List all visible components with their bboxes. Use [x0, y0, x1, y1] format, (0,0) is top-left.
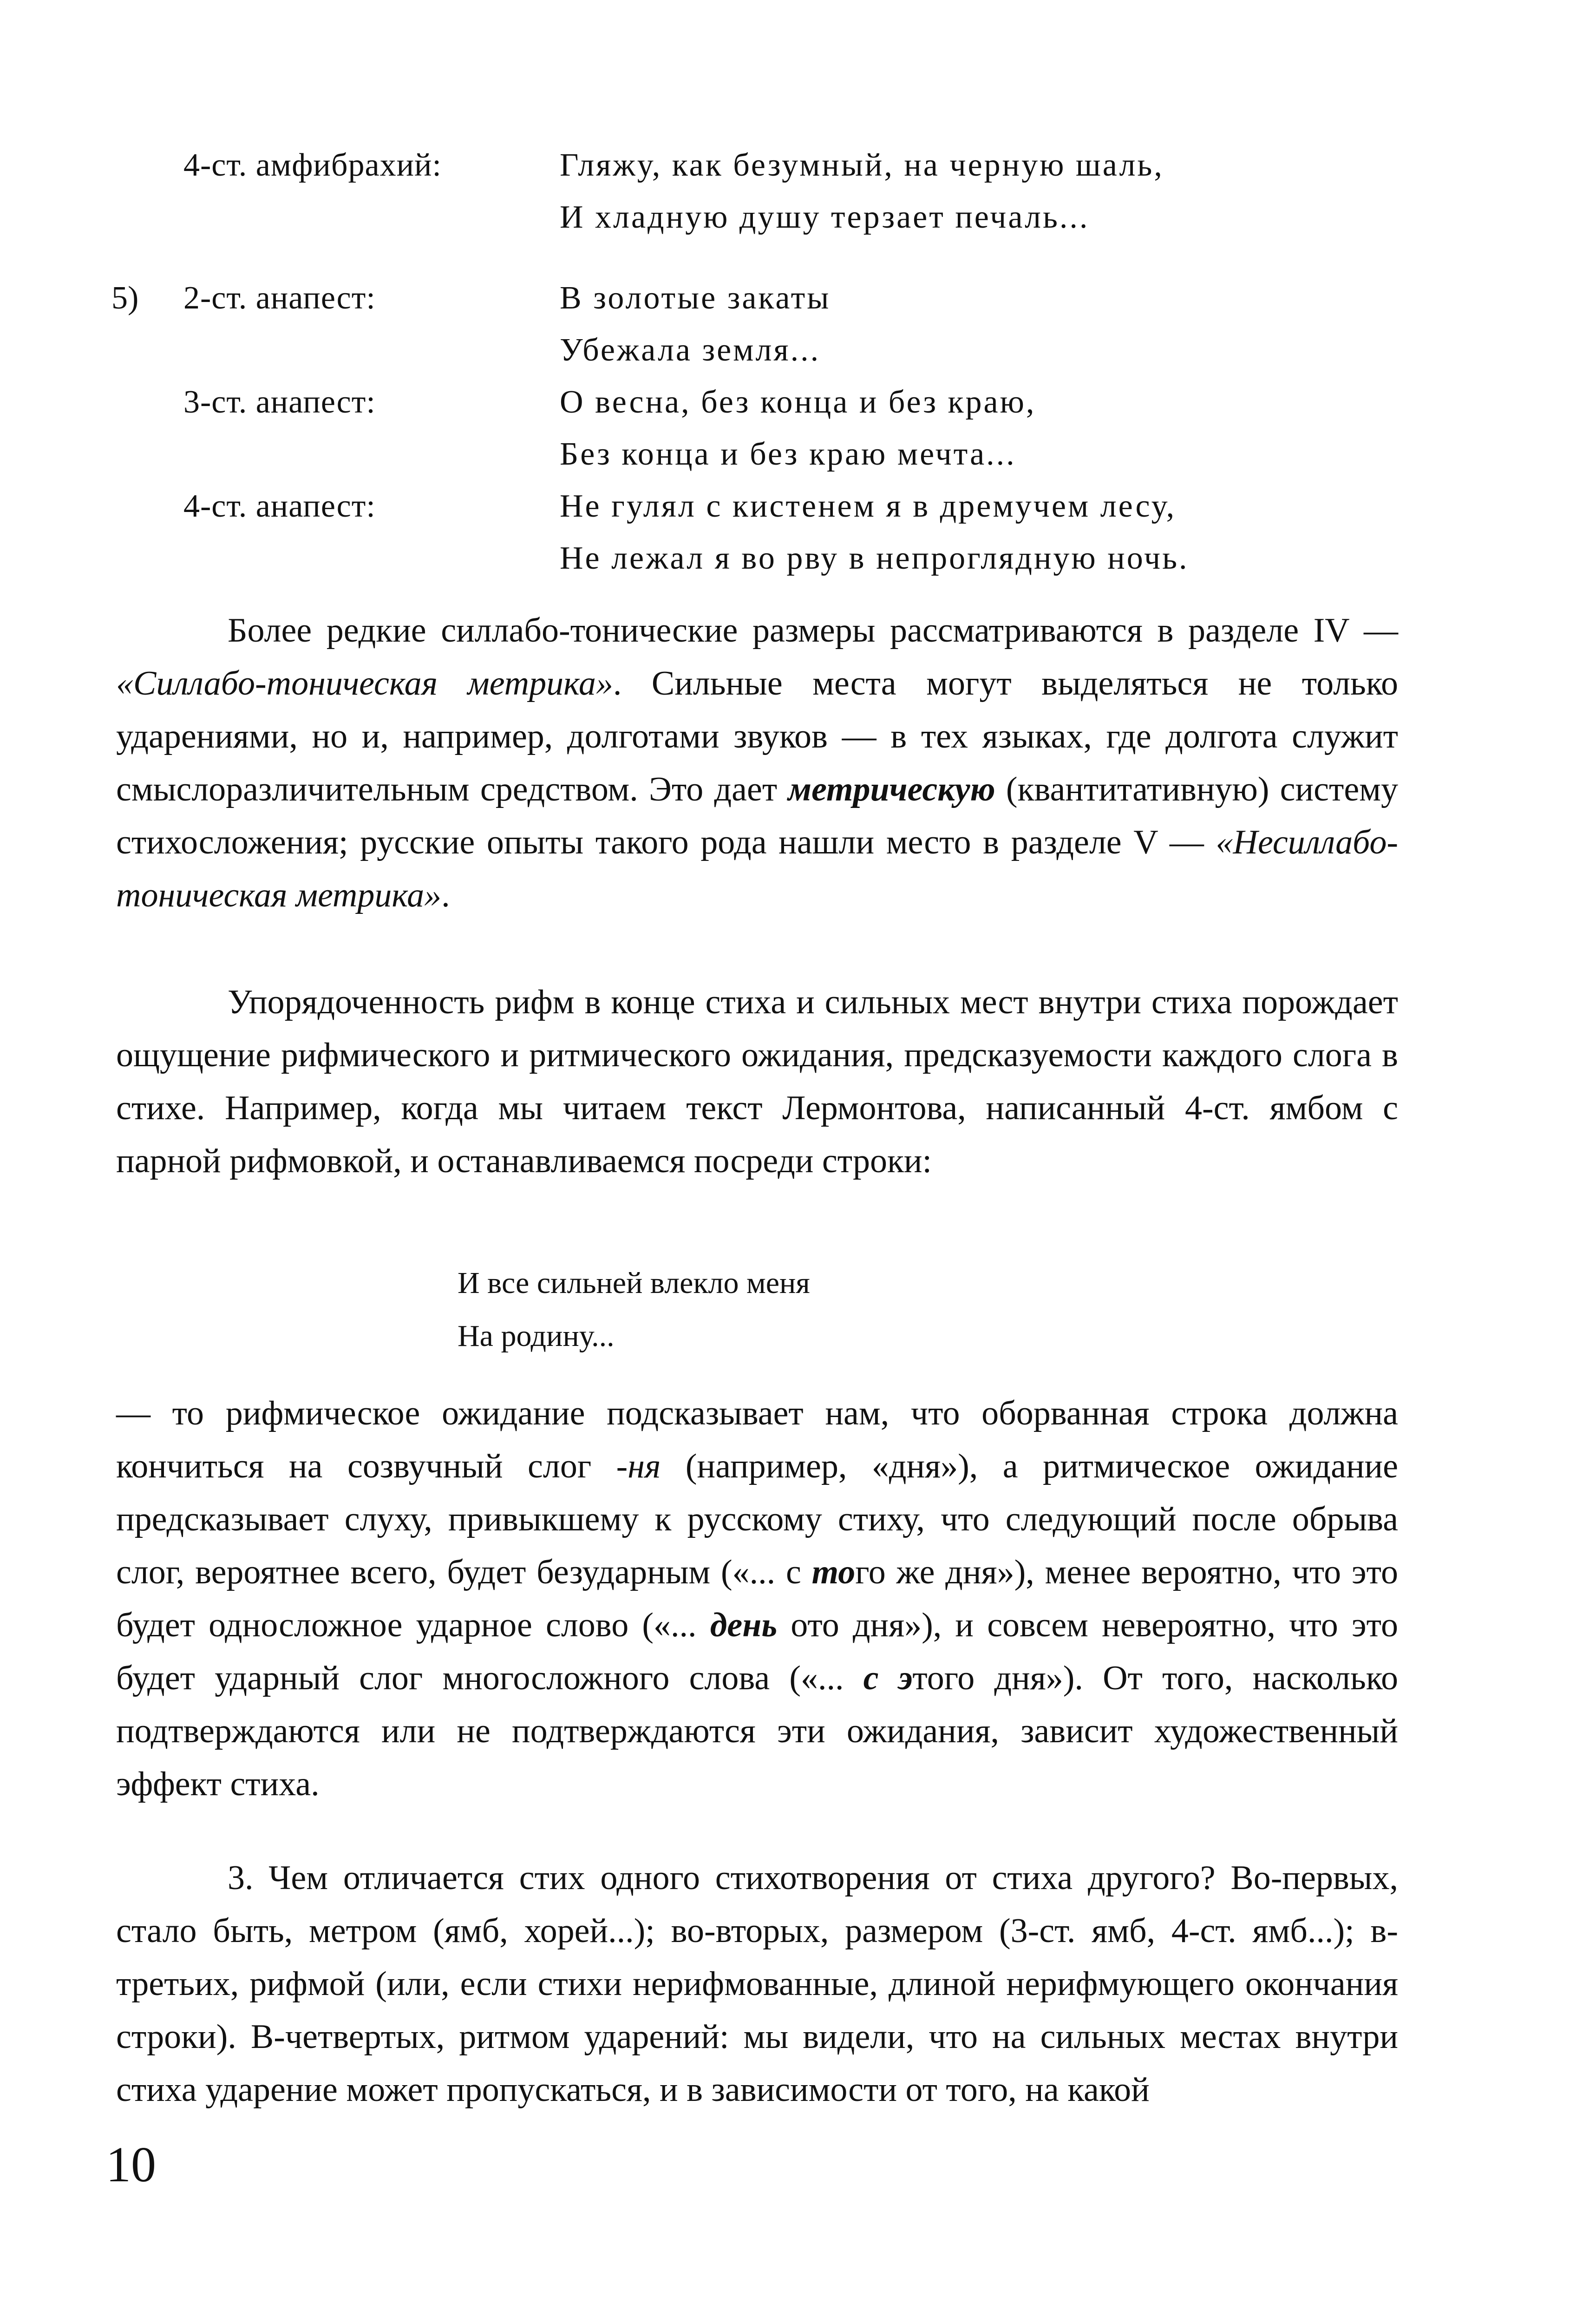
metre-number [111, 376, 183, 480]
verse-line: О весна, без конца и без краю, [560, 384, 1036, 420]
text-run: ото дня»), и совсем невероятно, что это будет ударный слог многосложного слова («... [116, 1606, 1398, 1697]
text-run: (например, «дня»), а ритмическое ожидание предсказывает слуху, привыкшему к русскому стиху, что следующий после обрыва слог, вероятнее всего, будет безударным («... с [116, 1447, 1398, 1591]
metre-examples [111, 139, 1412, 584]
emphasis-syllable: то [811, 1553, 856, 1591]
text-run: го же дня»), менее вероятно, что это будет односложное ударное слово («... [116, 1553, 1398, 1644]
metre-verse [560, 139, 1412, 243]
metre-number [111, 480, 183, 584]
section-title-italic: «Силлабо-тоническая метрика» [116, 664, 613, 702]
text-run: 3. Чем отличается стих одного стихотворения от стиха другого? Во-первых, стало быть, метром (ямб, хорей...); во-вторых, размером (3-ст. ямб, 4-ст. ямб...); в-третьих, рифмой (или, если стихи нерифмованные, длиной нерифмующего окончания строки). В-четвертых, ритмом ударений: мы видели, что на сильных местах внутри стиха ударение может пропускаться, и в зависимости от того, на какой [116, 1859, 1398, 2109]
paragraph-rhyme-expectation [116, 1387, 1398, 1811]
text-run: (квантитативную) систему стихосложения; русские опыты такого рода нашли место в разделе V — [116, 770, 1398, 861]
text-run: Упорядоченность рифм в конце стиха и сильных мест внутри стиха порождает ощущение рифмического и ритмического ожидания, предсказуемости каждого слога в стихе. Например, когда мы читаем текст Лермонтова, написанный 4-ст. ямбом с парной рифмовкой, и останавливаемся посреди строки: [116, 983, 1398, 1180]
metre-row [111, 272, 1412, 376]
metre-number [111, 139, 183, 243]
page-number: 10 [106, 2137, 156, 2192]
metre-number: 5) [111, 280, 139, 316]
lermontov-quote [458, 1257, 810, 1363]
quote-line: На родину... [458, 1319, 615, 1353]
quote-line: И все сильней влекло меня [458, 1266, 810, 1300]
metre-name: 2-ст. анапест: [183, 280, 376, 316]
verse-line: Без конца и без краю мечта... [560, 436, 1016, 472]
text-run: . [441, 876, 450, 914]
text-run: Более редкие силлабо-тонические размеры рассматриваются в разделе IV — [228, 611, 1398, 650]
paragraph-expectation [116, 976, 1398, 1188]
emphasis-syllable: с э [863, 1659, 913, 1697]
metre-row [111, 480, 1412, 584]
emphasis-term: метрическую [788, 770, 995, 808]
verse-line: Не гулял с кистенем я в дремучем лесу, [560, 488, 1177, 524]
verse-line: Не лежал я во рву в непроглядную ночь. [560, 540, 1189, 576]
metre-verse [560, 376, 1412, 480]
italic-syllable: -ня [616, 1447, 661, 1485]
paragraph-rare-metres [116, 604, 1398, 922]
verse-line: В золотые закаты [560, 280, 831, 316]
metre-verse [560, 272, 1412, 376]
metre-row [111, 376, 1412, 480]
verse-line: Гляжу, как безумный, на черную шаль, [560, 147, 1164, 183]
metre-row [111, 139, 1412, 243]
text-run: . Сильные места могут выделяться не только ударениями, но и, например, долготами звуков — в тех языках, где долгота служит смыслоразличительным средством. Это дает [116, 664, 1398, 808]
metre-name: 3-ст. анапест: [183, 384, 376, 420]
paragraph-question-3 [116, 1851, 1398, 2116]
metre-verse [560, 480, 1412, 584]
metre-name: 4-ст. амфибрахий: [183, 147, 442, 183]
emphasis-word: день [710, 1606, 778, 1644]
text-run: — то рифмическое ожидание подсказывает нам, что оборванная строка должна кончиться на созвучный слог [116, 1394, 1398, 1485]
section-title-italic: «Несиллабо-тоническая метрика» [116, 823, 1398, 914]
verse-line: Убежала земля... [560, 332, 821, 368]
metre-name: 4-ст. анапест: [183, 488, 376, 524]
verse-line: И хладную душу терзает печаль... [560, 199, 1090, 235]
text-run: того дня»). От того, насколько подтверждаются или не подтверждаются эти ожидания, зависит художественный эффект стиха. [116, 1659, 1398, 1803]
